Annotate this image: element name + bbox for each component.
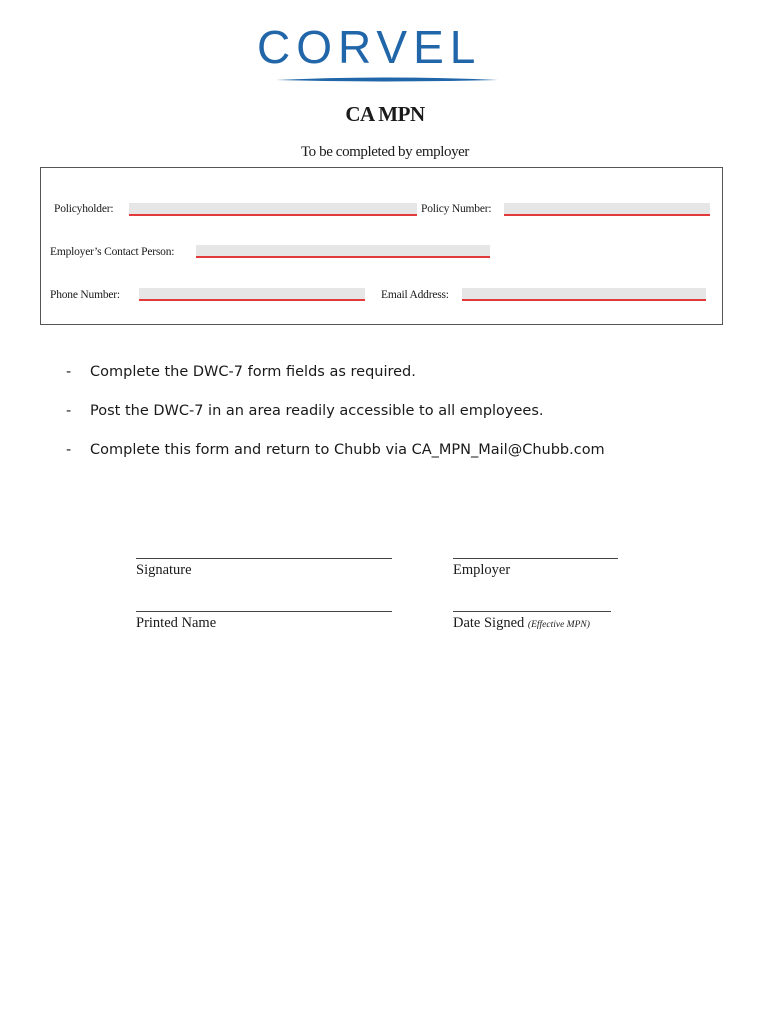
logo-swoosh-graphic <box>276 76 498 84</box>
signature-line[interactable] <box>136 558 392 559</box>
employer-info-box <box>40 167 723 325</box>
date-signed-line[interactable] <box>453 611 611 612</box>
printed-name-label: Printed Name <box>136 615 217 631</box>
bullet-dash: - <box>66 403 72 419</box>
bullet-dash: - <box>66 364 72 380</box>
instruction-text: Complete this form and return to Chubb via CA_MPN_Mail@Chubb.com <box>90 442 605 458</box>
effective-mpn-note: (Effective MPN) <box>527 620 590 630</box>
policyholder-label: Policyholder: <box>54 203 114 215</box>
instruction-text: Complete the DWC-7 form fields as required. <box>90 364 416 380</box>
corvel-logo <box>250 22 520 86</box>
date-signed-label: Date Signed <box>453 615 525 631</box>
instruction-item <box>66 403 544 419</box>
email-address-field[interactable] <box>462 288 706 301</box>
policyholder-field[interactable] <box>129 203 417 216</box>
date-signed-label-group <box>453 615 590 632</box>
instruction-item <box>66 364 416 380</box>
phone-number-label: Phone Number: <box>50 289 120 301</box>
page-title: CA MPN <box>345 102 425 126</box>
phone-number-field[interactable] <box>139 288 365 301</box>
signature-label: Signature <box>136 562 192 578</box>
logo-wordmark: CORVEL <box>257 21 482 73</box>
employer-line[interactable] <box>453 558 618 559</box>
contact-person-label: Employer’s Contact Person: <box>50 246 175 258</box>
bullet-dash: - <box>66 442 72 458</box>
page-subtitle: To be completed by employer <box>300 144 470 160</box>
employer-label: Employer <box>453 562 511 578</box>
printed-name-line[interactable] <box>136 611 392 612</box>
contact-person-field[interactable] <box>196 245 490 258</box>
instruction-item <box>66 442 605 458</box>
email-address-label: Email Address: <box>381 289 449 301</box>
instruction-text: Post the DWC-7 in an area readily accessible to all employees. <box>90 403 544 419</box>
policy-number-field[interactable] <box>504 203 710 216</box>
policy-number-label: Policy Number: <box>421 203 492 215</box>
